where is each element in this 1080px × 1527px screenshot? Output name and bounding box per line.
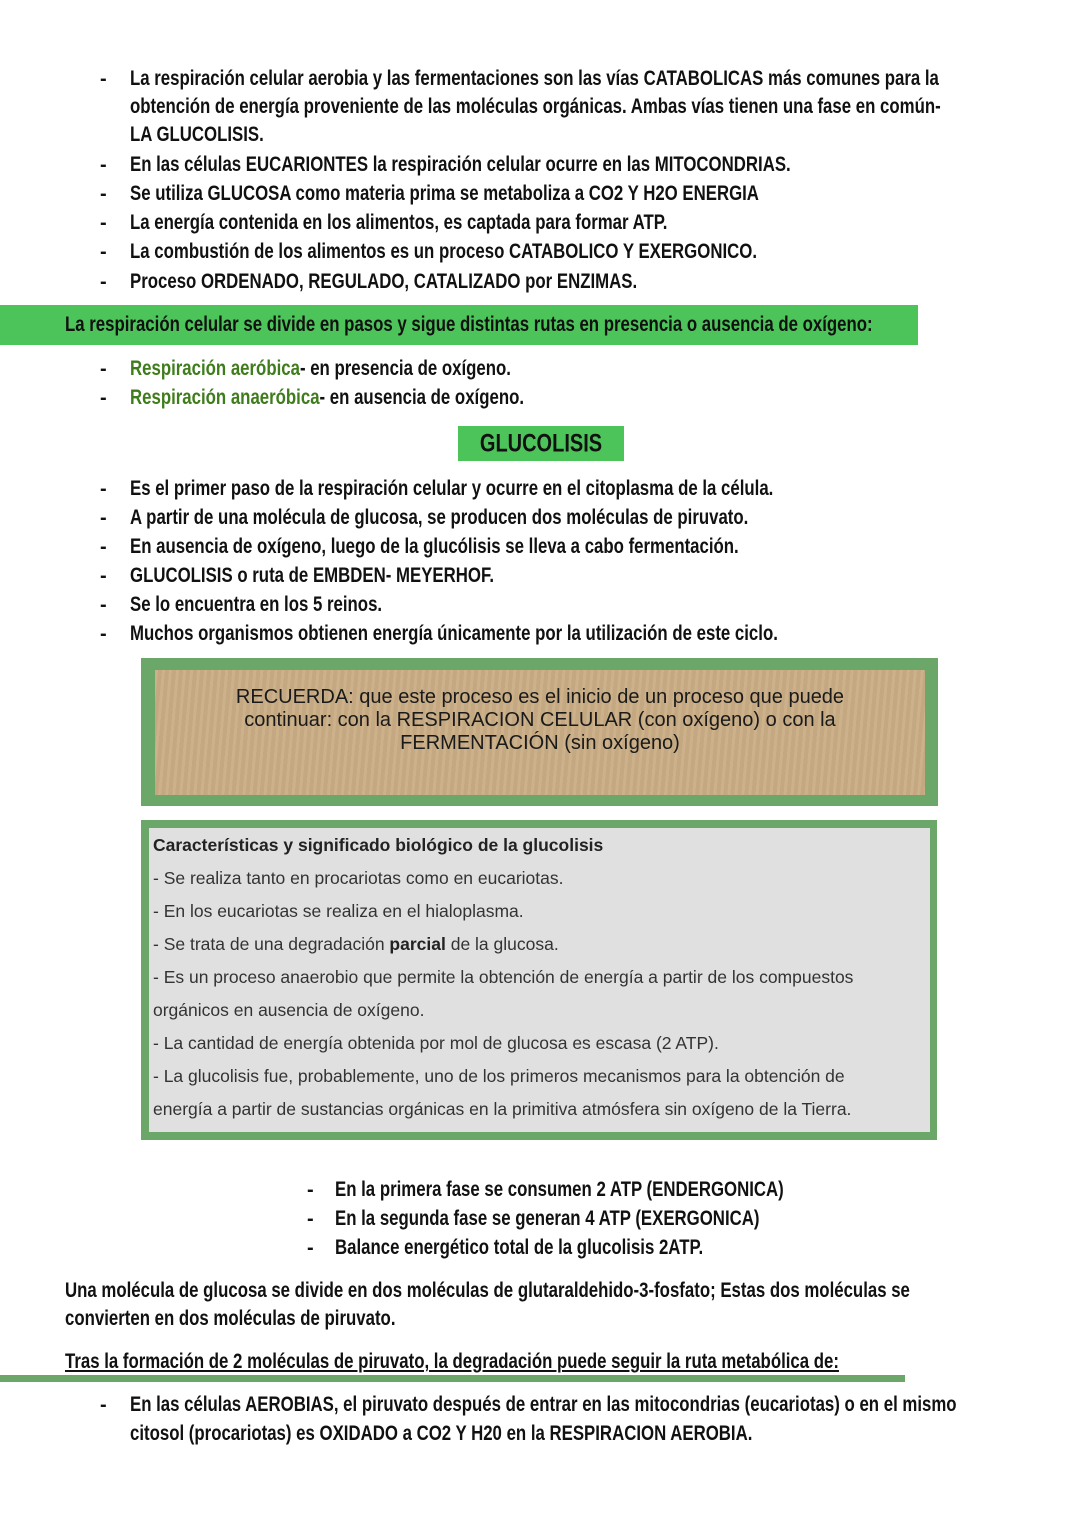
characteristics-line: orgánicos en ausencia de oxígeno.	[153, 1000, 425, 1020]
intro-bullet-6: Proceso ORDENADO, REGULADO, CATALIZADO por ENZIMAS.	[130, 270, 638, 293]
bullet-dash: -	[100, 565, 107, 587]
bullet-dash: -	[100, 241, 107, 263]
intro-bullet-4: La energía contenida en los alimentos, es captada para formar ATP.	[130, 211, 668, 234]
recuerda-inner	[155, 670, 925, 795]
recuerda-callout	[141, 658, 938, 806]
characteristics-line: - Se realiza tanto en procariotas como en eucariotas.	[153, 868, 564, 888]
bullet-dash: -	[100, 68, 107, 90]
green-underline	[0, 1375, 905, 1382]
respiration-aerobic	[130, 357, 511, 381]
bullet-dash: -	[307, 1208, 314, 1230]
intro-bullet-5: La combustión de los alimentos es un proceso CATABOLICO Y EXERGONICO.	[130, 240, 757, 263]
section-title-box	[458, 426, 624, 461]
glucolisis-bullet-1: Es el primer paso de la respiración celular y ocurre en el citoplasma de la célula.	[130, 477, 774, 500]
bullet-dash: -	[100, 507, 107, 529]
phase-bullet-2: En la segunda fase se generan 4 ATP (EXERGONICA)	[335, 1207, 760, 1230]
text: de la glucosa.	[445, 934, 559, 954]
bullet-dash: -	[307, 1237, 314, 1259]
characteristics-line: energía a partir de sustancias orgánicas en la primitiva atmósfera sin oxígeno de la Tierra.	[153, 1099, 852, 1119]
route-heading: Tras la formación de 2 moléculas de piruvato, la degradación puede seguir la ruta metabólica de:	[65, 1350, 839, 1373]
characteristics-line: - La cantidad de energía obtenida por mol de glucosa es escasa (2 ATP).	[153, 1033, 719, 1053]
intro-bullet-1-line-1: La respiración celular aerobia y las fermentaciones son las vías CATABOLICAS más comunes para la	[130, 67, 939, 90]
bullet-dash: -	[100, 387, 107, 409]
characteristics-box	[141, 820, 937, 1140]
characteristics-title: Características y significado biológico de la glucolisis	[153, 835, 604, 855]
recuerda-line-2: continuar: con la RESPIRACION CELULAR (con oxígeno) o con la	[244, 709, 836, 731]
bullet-dash: -	[100, 478, 107, 500]
phase-bullet-3: Balance energético total de la glucolisis 2ATP.	[335, 1236, 704, 1259]
characteristics-line: - En los eucariotas se realiza en el hialoplasma.	[153, 901, 524, 921]
text: - Se trata de una degradación	[153, 934, 390, 954]
final-bullet-line-2: citosol (procariotas) es OXIDADO a CO2 Y H20 en la RESPIRACION AEROBIA.	[130, 1422, 753, 1445]
final-bullet-line-1: En las células AEROBIAS, el piruvato después de entrar en las mitocondrias (eucariotas) o en el mismo	[130, 1393, 957, 1416]
recuerda-line-3: FERMENTACIÓN (sin oxígeno)	[400, 732, 680, 754]
paragraph-line-1: Una molécula de glucosa se divide en dos moléculas de glutaraldehido-3-fosfato; Estas dos moléculas se	[65, 1279, 910, 1302]
bullet-dash: -	[100, 358, 107, 380]
bullet-dash: -	[100, 183, 107, 205]
bullet-dash: -	[307, 1179, 314, 1201]
bullet-dash: -	[100, 623, 107, 645]
paragraph-line-2: convierten en dos moléculas de piruvato.	[65, 1307, 396, 1330]
characteristics-inner	[149, 828, 930, 1132]
intro-bullet-3: Se utiliza GLUCOSA como materia prima se metaboliza a CO2 Y H2O ENERGIA	[130, 182, 759, 205]
bullet-dash: -	[100, 271, 107, 293]
glucolisis-bullet-4: GLUCOLISIS o ruta de EMBDEN- MEYERHOF.	[130, 564, 495, 587]
glucolisis-bullet-3: En ausencia de oxígeno, luego de la glucólisis se lleva a cabo fermentación.	[130, 535, 739, 558]
characteristics-line: - La glucolisis fue, probablemente, uno de los primeros mecanismos para la obtención de	[153, 1066, 845, 1086]
intro-bullet-2: En las células EUCARIONTES la respiración celular ocurre en las MITOCONDRIAS.	[130, 153, 791, 176]
recuerda-line-1: RECUERDA: que este proceso es el inicio de un proceso que puede	[235, 686, 845, 708]
bullet-dash: -	[100, 212, 107, 234]
aerobic-desc: - en presencia de oxígeno.	[299, 357, 511, 380]
bullet-dash: -	[100, 594, 107, 616]
glucolisis-bullet-5: Se lo encuentra en los 5 reinos.	[130, 593, 383, 616]
characteristics-line	[153, 934, 559, 954]
respiration-anaerobic	[130, 386, 524, 410]
highlight-heading: La respiración celular se divide en pasos y sigue distintas rutas en presencia o ausencia de oxígeno:	[65, 313, 873, 336]
intro-bullet-1-line-2: obtención de energía proveniente de las moléculas orgánicas. Ambas vías tienen una fase en común-	[130, 95, 941, 118]
recuerda-text	[155, 686, 925, 755]
characteristics-line: - Es un proceso anaerobio que permite la obtención de energía a partir de los compuestos	[153, 967, 854, 987]
glucolisis-bullet-6: Muchos organismos obtienen energía únicamente por la utilización de este ciclo.	[130, 622, 778, 645]
bullet-dash: -	[100, 536, 107, 558]
bullet-dash: -	[100, 1394, 107, 1416]
intro-bullet-1-line-3: LA GLUCOLISIS.	[130, 123, 264, 146]
term-anaerobic: Respiración anaeróbica	[130, 386, 320, 409]
bold-parcial: parcial	[389, 934, 446, 954]
anaerobic-desc: - en ausencia de oxígeno.	[319, 386, 525, 409]
section-title: GLUCOLISIS	[479, 429, 603, 457]
glucolisis-bullet-2: A partir de una molécula de glucosa, se producen dos moléculas de piruvato.	[130, 506, 749, 529]
term-aerobic: Respiración aeróbica	[130, 357, 300, 380]
phase-bullet-1: En la primera fase se consumen 2 ATP (ENDERGONICA)	[335, 1178, 784, 1201]
bullet-dash: -	[100, 154, 107, 176]
